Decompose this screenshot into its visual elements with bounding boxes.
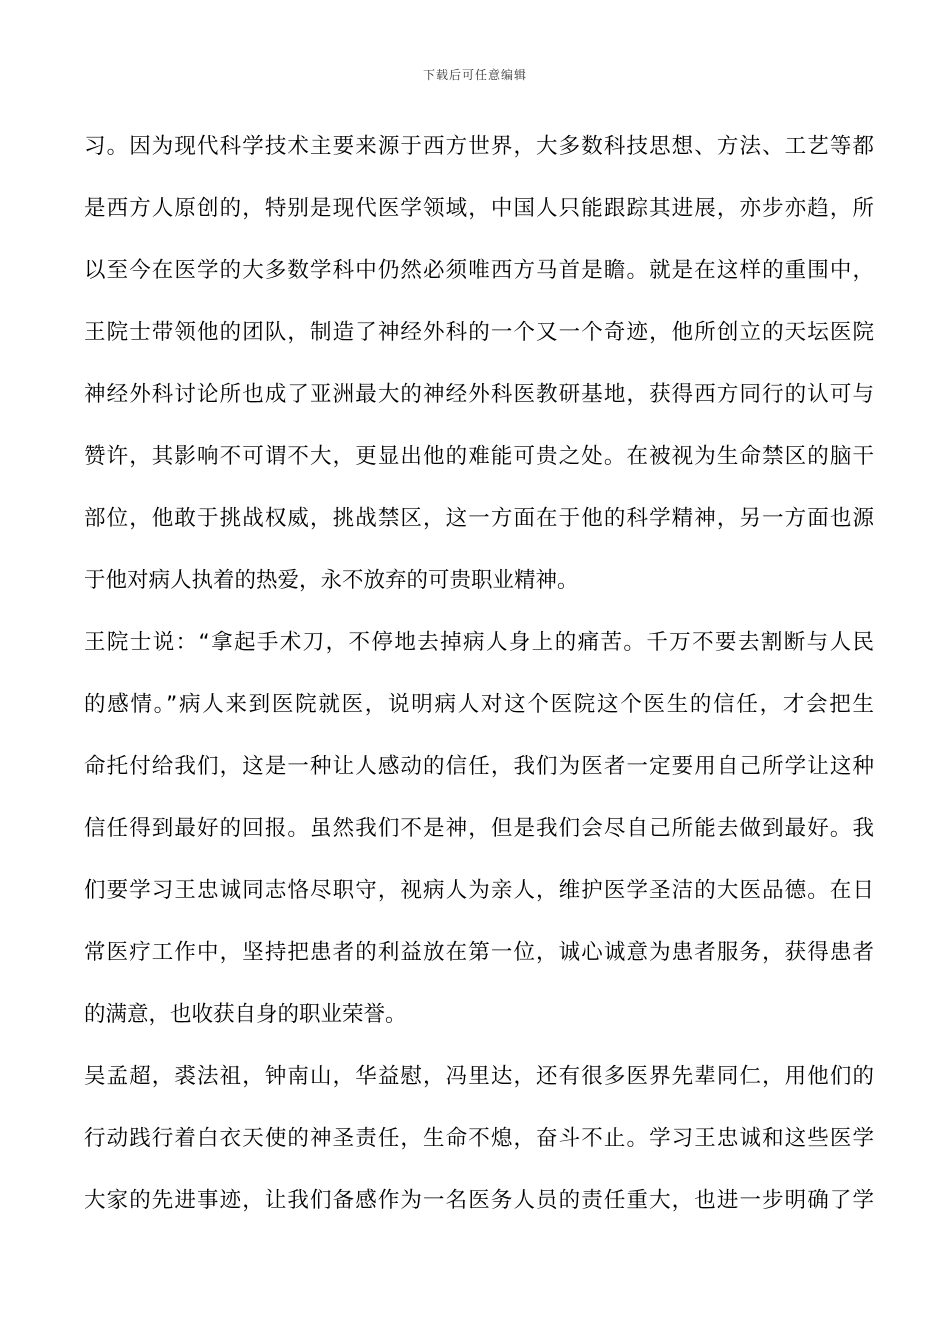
text-line: 命托付给我们，这是一种让人感动的信任，我们为医者一定要用自己所学让这种: [84, 754, 874, 779]
text-line: 习。因为现代科学技术主要来源于西方世界，大多数科技思想、方法、工艺等都: [84, 134, 874, 159]
text-line: 是西方人原创的，特别是现代医学领域，中国人只能跟踪其进展，亦步亦趋，所: [84, 196, 874, 221]
text-line: 神经外科讨论所也成了亚洲最大的神经外科医教研基地，获得西方同行的认可与: [84, 382, 874, 407]
text-line: 行动践行着白衣天使的神圣责任，生命不熄，奋斗不止。学习王忠诚和这些医学: [84, 1126, 874, 1151]
text-line: 吴孟超，裘法祖，钟南山，华益慰，冯里达，还有很多医界先辈同仁，用他们的: [84, 1064, 874, 1089]
text-line: 赞许，其影响不可谓不大，更显出他的难能可贵之处。在被视为生命禁区的脑干: [84, 444, 874, 469]
text-line: 于他对病人执着的热爱，永不放弃的可贵职业精神。: [84, 568, 579, 593]
body-text: [84, 116, 874, 1232]
text-line: 信任得到最好的回报。虽然我们不是神，但是我们会尽自己所能去做到最好。我: [84, 816, 874, 841]
text-line: 们要学习王忠诚同志恪尽职守，视病人为亲人，维护医学圣洁的大医品德。在日: [84, 878, 874, 903]
page-header: 下载后可任意编辑: [422, 68, 527, 82]
text-line: 的感情。”病人来到医院就医，说明病人对这个医院这个医生的信任，才会把生: [84, 692, 874, 717]
text-line: 的满意，也收获自身的职业荣誉。: [84, 1002, 407, 1027]
text-line: 常医疗工作中，坚持把患者的利益放在第一位，诚心诚意为患者服务，获得患者: [84, 940, 874, 965]
text-line: 王院士说：“拿起手术刀，不停地去掉病人身上的痛苦。千万不要去割断与人民: [84, 630, 874, 655]
text-line: 王院士带领他的团队，制造了神经外科的一个又一个奇迹，他所创立的天坛医院: [84, 320, 874, 345]
text-line: 部位，他敢于挑战权威，挑战禁区，这一方面在于他的科学精神，另一方面也源: [84, 506, 874, 531]
text-line: 以至今在医学的大多数学科中仍然必须唯西方马首是瞻。就是在这样的重围中，: [84, 258, 874, 283]
text-line: 大家的先进事迹，让我们备感作为一名医务人员的责任重大，也进一步明确了学: [84, 1188, 874, 1213]
